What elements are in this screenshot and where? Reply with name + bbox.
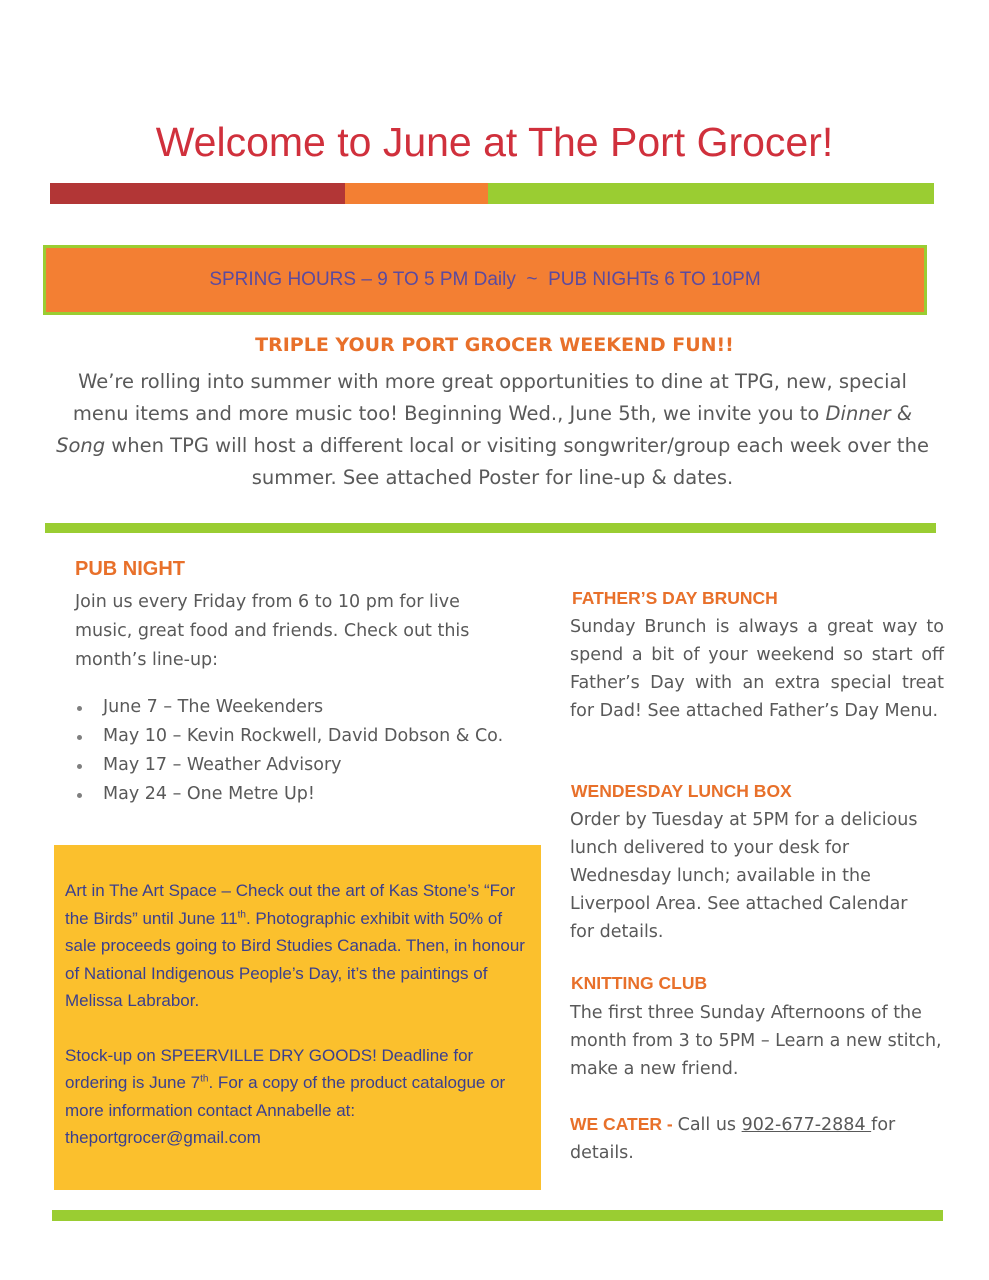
lineup-entry: May 10 – Kevin Rockwell, David Dobson & Co.: [103, 726, 504, 746]
page-title: Welcome to June at The Port Grocer!: [155, 119, 834, 165]
hours-banner-text: SPRING HOURS – 9 TO 5 PM Daily ~ PUB NIGHTs 6 TO 10PM: [209, 269, 761, 290]
divider-bottom: [52, 1210, 943, 1221]
art-sup: th: [237, 908, 246, 920]
color-bar-red: [50, 183, 345, 204]
intro-paragraph: [55, 366, 930, 494]
art-space-box: [54, 845, 541, 1190]
catering-text: [570, 1110, 930, 1167]
bullet-icon: [77, 793, 82, 798]
divider-top: [45, 523, 936, 533]
intro-text-2: when TPG will host a different local or visiting songwriter/group each week over the summer. See attached Poster for line-up & dates.: [105, 434, 929, 489]
art-space-paragraph: [65, 877, 531, 1015]
lineup-entry: May 17 – Weather Advisory: [103, 755, 342, 775]
knitting-text: The first three Sunday Afternoons of the month from 3 to 5PM – Learn a new stitch, make a new friend.: [570, 1003, 942, 1079]
lunch-box-text: Order by Tuesday at 5PM for a delicious lunch delivered to your desk for Wednesday lunch; available in the Liverpool Area. See attached Calendar for details.: [570, 810, 918, 942]
catering-pre: Call us: [677, 1115, 742, 1135]
color-bar-green: [488, 183, 934, 204]
lunch-box-heading: WENDESDAY LUNCH BOX: [571, 781, 792, 801]
dry-goods-sup: th: [200, 1073, 209, 1085]
bullet-icon: [77, 735, 82, 740]
catering-heading: WE CATER -: [570, 1114, 678, 1134]
dry-goods-text-b: . For a copy of the product catalogue or more information contact Annabelle at: theportgrocer@gmail.com: [65, 1073, 506, 1147]
pub-lineup-list: [75, 693, 545, 809]
list-item: [75, 722, 545, 751]
list-item: [75, 780, 545, 809]
catering-post: for details.: [570, 1115, 896, 1163]
dry-goods-text-a: Stock-up on SPEERVILLE DRY GOODS! Deadline for ordering is June 7: [65, 1045, 474, 1092]
fathers-day-heading: FATHER’S DAY BRUNCH: [572, 588, 778, 608]
pub-night-heading: PUB NIGHT: [75, 558, 185, 580]
art-text-b: . Photographic exhibit with 50% of sale proceeds going to Bird Studies Canada. Then, in honour of National Indigenous People’s Day, it’s the paintings of Melissa Labrabor.: [65, 908, 525, 1010]
lineup-entry: May 24 – One Metre Up!: [103, 784, 315, 804]
fathers-day-text: Sunday Brunch is always a great way to spend a bit of your weekend so start off Father’s Day with an extra special treat for Dad! See attached Father’s Day Menu.: [570, 617, 944, 721]
intro-text-1: We’re rolling into summer with more great opportunities to dine at TPG, new, special menu items and more music too! Beginning Wed., June 5th, we invite you to: [72, 370, 907, 425]
color-bar-orange: [345, 183, 488, 204]
bullet-icon: [77, 706, 82, 711]
art-text-a: Art in The Art Space – Check out the art of Kas Stone’s “For the Birds” until June 11: [65, 881, 516, 928]
pub-night-text: Join us every Friday from 6 to 10 pm for live music, great food and friends. Check out this month’s line-up:: [75, 592, 470, 670]
intro-italic: Dinner & Song: [56, 402, 913, 457]
dry-goods-paragraph: [65, 1042, 531, 1152]
lineup-entry: June 7 – The Weekenders: [103, 697, 324, 717]
weekend-fun-headline: TRIPLE YOUR PORT GROCER WEEKEND FUN!!: [255, 334, 734, 356]
knitting-heading: KNITTING CLUB: [571, 973, 708, 993]
hours-banner: [43, 245, 927, 315]
list-item: [75, 693, 545, 722]
bullet-icon: [77, 764, 82, 769]
phone-link[interactable]: 902-677-2884: [741, 1115, 872, 1135]
list-item: [75, 751, 545, 780]
